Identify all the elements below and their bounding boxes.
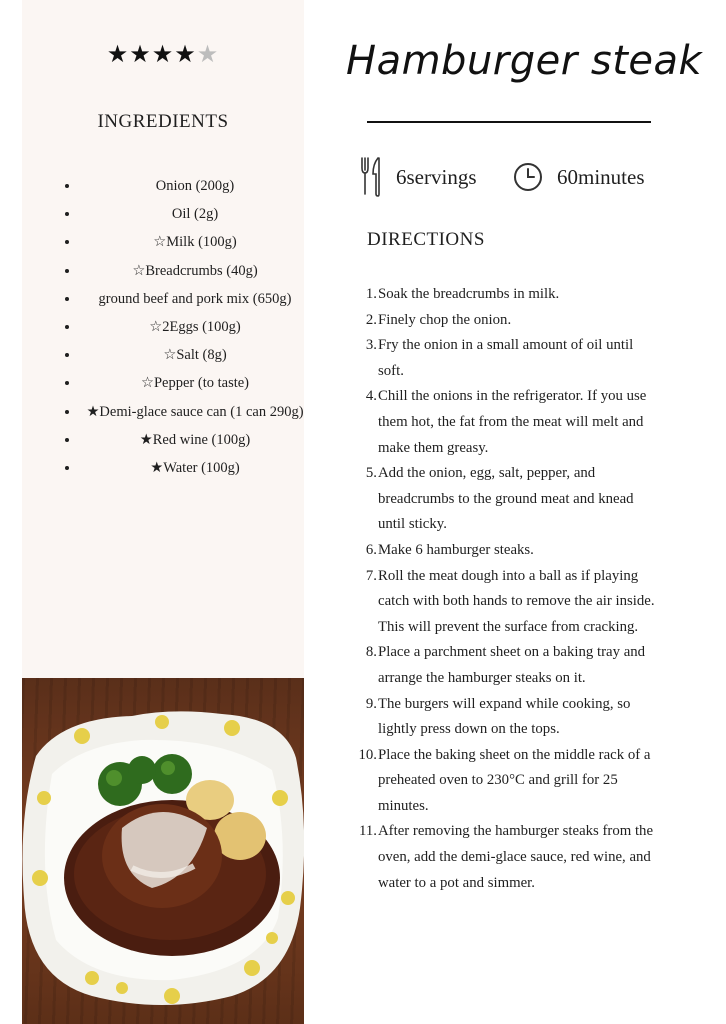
star-icon: ★ xyxy=(129,40,152,68)
direction-step: Fry the onion in a small amount of oil until soft. xyxy=(378,337,634,379)
star-empty-icon: ★ xyxy=(196,40,220,68)
star-icon: ★ xyxy=(106,40,130,68)
ingredient-item: • ☆Salt (8g) xyxy=(80,341,310,369)
ingredients-panel xyxy=(22,0,304,678)
ingredient-item: • ☆Pepper (to taste) xyxy=(80,369,310,397)
direction-step: Add the onion, egg, salt, pepper, and breadcrumbs to the ground meat and knead until sticky. xyxy=(378,465,634,533)
ingredient-item: • ☆Milk (100g) xyxy=(80,228,310,256)
directions-list xyxy=(378,282,656,896)
time-label: 60minutes xyxy=(557,164,645,189)
ingredient-item: • ground beef and pork mix (650g) xyxy=(80,285,310,313)
title-divider xyxy=(367,121,651,123)
star-rating xyxy=(22,40,304,68)
ingredients-heading: INGREDIENTS xyxy=(97,111,229,132)
ingredients-list xyxy=(62,172,310,482)
recipe-title: Hamburger steak xyxy=(346,38,703,84)
time-info xyxy=(513,156,645,198)
direction-step: Soak the breadcrumbs in milk. xyxy=(378,286,560,302)
hamburger-plate-image xyxy=(22,678,304,1024)
clock-icon xyxy=(513,162,543,192)
servings-label: 6servings xyxy=(396,164,477,189)
ingredient-item: • ☆Breadcrumbs (40g) xyxy=(80,257,310,285)
direction-step: Finely chop the onion. xyxy=(378,311,512,328)
fork-knife-icon xyxy=(360,156,382,198)
ingredient-item: • ★Red wine (100g) xyxy=(80,426,310,454)
direction-step: Place a parchment sheet on a baking tray and arrange the hamburger steaks on it. xyxy=(378,644,646,686)
servings-info xyxy=(360,156,477,198)
ingredient-item: • ☆2Eggs (100g) xyxy=(80,313,310,341)
star-icon: ★ xyxy=(174,40,197,68)
direction-step: After removing the hamburger steaks from the oven, add the demi-glace sauce, red wine, and water to a pot and simmer. xyxy=(378,823,654,891)
direction-step: Roll the meat dough into a ball as if playing catch with both hands to remove the air inside. This will prevent the surface from cracking. xyxy=(378,567,655,635)
ingredient-item: • ★Demi-glace sauce can (1 can 290g) xyxy=(80,398,310,426)
star-icon: ★ xyxy=(151,40,175,68)
direction-step: Place the baking sheet on the middle rack of a preheated oven to 230°C and grill for 25 minutes. xyxy=(378,746,651,814)
ingredient-item: • ★Water (100g) xyxy=(80,454,310,482)
ingredient-item: • Onion (200g) xyxy=(80,172,310,200)
direction-step: Chill the onions in the refrigerator. If you use them hot, the fat from the meat will melt and make them greasy. xyxy=(378,388,647,456)
directions-heading: DIRECTIONS xyxy=(367,229,485,250)
direction-step: Make 6 hamburger steaks. xyxy=(378,541,534,558)
ingredient-item: • Oil (2g) xyxy=(80,200,310,228)
dish-photo xyxy=(22,678,304,1024)
direction-step: The burgers will expand while cooking, so lightly press down on the tops. xyxy=(378,695,631,738)
